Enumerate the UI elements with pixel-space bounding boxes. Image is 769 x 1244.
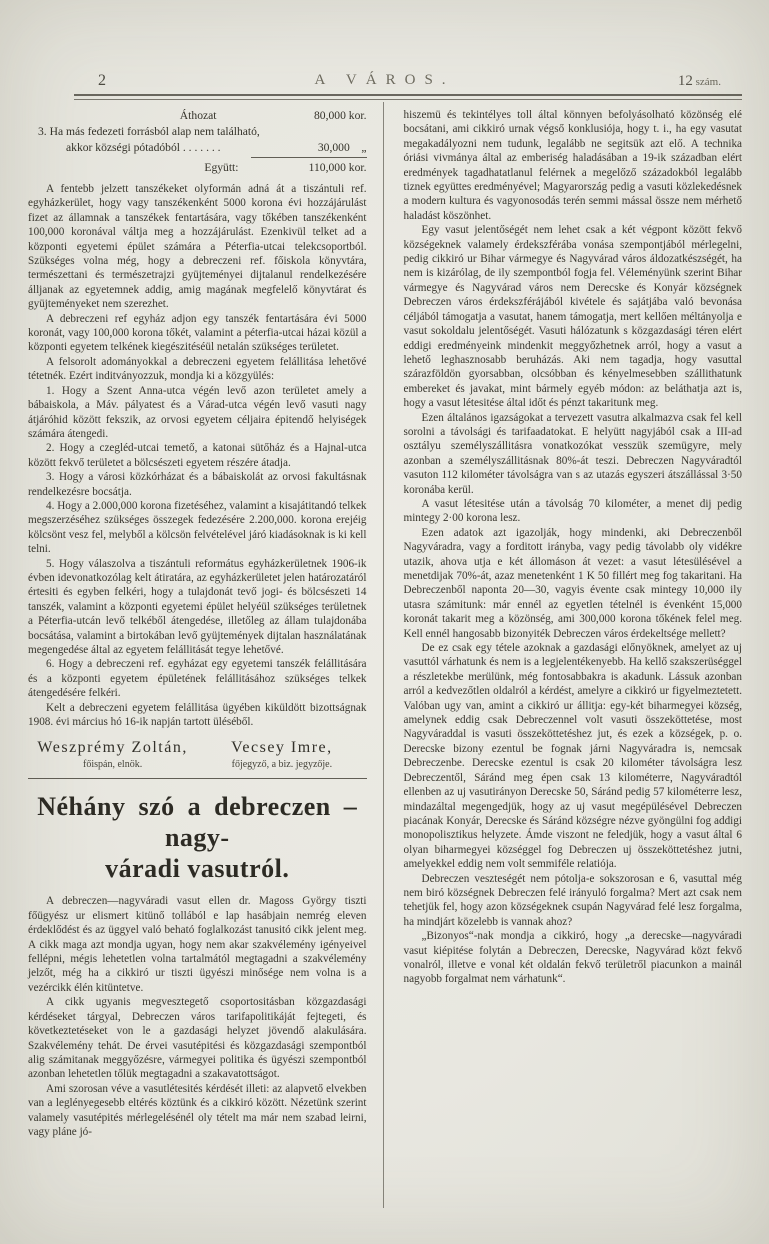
issue-number bbox=[678, 73, 721, 90]
article-title-line1: Néhány szó a debreczen – nagy- bbox=[37, 792, 358, 853]
signature-name: Vecsey Imre, bbox=[231, 739, 333, 757]
page-columns bbox=[0, 100, 769, 1139]
article-paragraph: De ez csak egy tétele azoknak a gazdasági előnyöknek, amelyet az uj vasuttól várhatunk és nem is a legjelentékenyebb. Ha kellő szakszerüséggel a részletekbe merülünk, még fontosabbakra is akadunk. Lássuk azonban arról a kedvezőtlen oldalról a kérdést, amelyre a cikkiró ur figyelmeztetett. Valóban ugy van, amint a cikkiró ur állitja: egy-két biharmegyei község, amelynek eddig csak Debreczennel volt vasuti összeköttetése, most Nagyváraddal is vasuti összeköttetéshez jut, és ezek a községek, p. o. Derecske bizony ezentul be fognak járni Nagyváradra is, nemcsak Debreczenbe. Derecske ezentul is csak 20 kilométer távolságra lesz Debreczentől, Sáránd meg épen csak 13 kilométerre, Nagyváradtól ellenben az uj vasutirányon Derecske 50, Sáránd pedig 57 kilométerre lesz, mindazáltal megengedjük, hogy az uj vasut megépülésével Debreczen piacának Konyár, Derecske és Sáránd községre nézve gyöngülni fog addigi monopolisztikus helyzete. Ámde viszont ne feledjük, hogy a vasut által 6 olyan biharmegyei községgel fog Debreczen uj összeköttetéshez jutni, amelyekkel eddig nem volt semmiféle relatiója. bbox=[403, 642, 742, 871]
signature-title: főispán, elnök. bbox=[83, 759, 143, 771]
article-paragraph: Ezen általános igazságokat a tervezett vasutra alkalmazva csak fel kell sorolni a távolsági és tarifaadatokat. E helyütt nagyjából csak a III-ad osztályu személyszállitásra vonatkozókat vesszük szemügyre, mely azonban a személyszállitásnak 80%-át teszi. Debreczen Nagyváradtól vasuton 112 kilométer távolságra van s az utazás egyszeri átszállással 3·50 koronába kerül. bbox=[403, 411, 742, 496]
article-paragraph: hiszemü és tekintélyes toll által könnyen befolyásolható közönség elé bocsátani, ami cikkiró urnak végső konklusiója, hogy t. i., ha egy vasutat megakadályozni nem tudunk, legalább ne segitsük azt elő. A technika óriási vivmánya által az emberiség haladásában a 19-ik században elért eredmények tagadhatatlanul felérnek a megelőző századokból legalább tiznek együttes eredményével; Magyarország pedig a vasuti közlekedésnek a modern kultura és vagyonosodás terén semmi mással össze nem mérhető haladást köszönhet. bbox=[403, 109, 742, 222]
article-paragraph: Egy vasut jelentőségét nem lehet csak a két végpont között fekvő községeknek valamely érdekszférába vonása szempontjából mérlegelni, pedig cikkiró ur Bihar vármegye és Nagyvárad város áldozatkészségét, ha nem is kizárólag, de ily szempontból fogja fel. Véleményünk szerint Bihar vármegye és Nagyvárad város nem Derecske és Konyár községnek Debreczen város érdekszférájából kivétele és sajátjába való bevonása céljából támogatja a vasutat, hanem támogatja, mert kellően méltányolja e vasut sokoldalu jelentőségét. Vasuti hálózatunk s közgazdasági téren elért eddigi eredményeink mindenkit meggyőzhetnek arról, hogy a vasut a lehető leghasznosabb beruházás. Aki nem tagadja, hogy vasuttal szárazföldön gyorsabban, olcsóbban és kényelmesebben szállithatunk embereket és javakat, mint bármely egyéb módon: az beláthatja azt is, hogy a vasut létesitése által időt és pénzt takaritunk meg. bbox=[403, 224, 742, 410]
page-number: 2 bbox=[98, 72, 106, 89]
budget-carryover-row bbox=[28, 108, 367, 124]
article-paragraph: Ami szorosan véve a vasutlétesités kérdését illeti: az alapvető elvekben van a leglényegesebb eltérés köztünk és a cikkiró között. Nézetünk szerint valamely vasutépités mérlegelésénél oly tételt ma már nem szabad leirni, vagy pláne jó- bbox=[28, 1082, 367, 1138]
article-title bbox=[28, 791, 367, 884]
issue-number-label: szám. bbox=[695, 76, 721, 88]
signature-right bbox=[197, 739, 366, 770]
budget-total-row bbox=[28, 158, 367, 176]
carryover-amount: 80,000 kor. bbox=[314, 109, 367, 122]
article-paragraph: „Bizonyos“-nak mondja a cikkiró, hogy „a derecske—nagyváradi vasut kiépitése folytán a Debreczen, Derecske, Nagyvárad közt fekvő vonalról, illetve e vonal két oldalán fekvő területről piacunkon a mainál nagyobb forgalmat nem várhatunk“. bbox=[403, 930, 742, 986]
signature-title: főjegyző, a biz. jegyzője. bbox=[231, 759, 333, 771]
issue-number-value: 12 bbox=[677, 73, 693, 89]
report-paragraph: 4. Hogy a 2.000,000 korona fizetéséhez, valamint a kisajátitandó telkek megszerzéséhez szükséges összegek fedezésére 2.200,000. korona erejéig kölcsönt vesz fel, melyből a kölcsön felvételével járó kiadásoknak is ki kell telni. bbox=[28, 499, 367, 556]
page-header bbox=[0, 0, 769, 92]
report-paragraph: A debreczeni ref egyház adjon egy tanszék fentartására évi 5000 koronát, vagy 100,000 korona tőkét, valamint a péterfia-utcai házai közül a központi egyetem telkének kiegészitéséül netalán szükséges területet. bbox=[28, 312, 367, 354]
carryover-label: Áthozat bbox=[179, 109, 217, 122]
section-rule bbox=[28, 778, 367, 779]
budget-item3-label: akkor községi pótadóból . . . . . . . bbox=[66, 141, 221, 154]
article-paragraph: Debreczen veszteségét nem pótolja-e sokszorosan e 6, vasuttal még nem biró községnek Debreczen felé irányuló forgalma? Mert azt csak nem tehetjük fel, hogy azon községeknek csupán Nagyvárad felé lesz forgalma, ha mindjárt közelebb is vannak ahoz? bbox=[403, 872, 742, 928]
article-paragraph: Ezen adatok azt igazolják, hogy mindenki, aki Debreczenből Nagyváradra, vagy a forditott irányba, vagy pedig távolabb oly vidékre utazik, ahova utja e két állomáson át vezet: a vasut létesülésével a menetdijak 70%-át, azaz menetenként 1 K 50 fillért meg fog takaritani. Ha Debreczenből naponta 20—30, vagyis évente csak mintegy 10,000 ily utasra számitunk: már ennél az egyetlen tételnél is évenként 15,000 koronát takarit meg a közönség, ami 300,000 korona tőkének felel meg. Kell ennél hangosabb bizonyiték Debreczen város érdekeltsége mellett? bbox=[403, 526, 742, 640]
budget-item3-amount: 30,000 „ bbox=[251, 140, 367, 158]
masthead: A VÁROS. bbox=[314, 72, 455, 88]
article-paragraph: A cikk ugyanis megvesztegető csoportositásban közgazdasági kérdéseket tárgyal, Debreczen város tarifapolitikáját fejtegeti, és következtetéseket von le a gazdasági helyzet jövendő alakulására. Szakvélemény tehát. De érvei vasutépitési és közgazdasági szempontból alig számitanak meggyőzésre, vármegyei politika és ügyészi szempontból azonban lehetetlen tőlük megtagadni a szakavatottságot. bbox=[28, 996, 367, 1081]
signature-block bbox=[28, 739, 367, 770]
report-paragraph: Kelt a debreczeni egyetem felállitása ügyében kiküldött bizottságnak 1908. évi március hó 16-ik napján tartott üléséből. bbox=[28, 701, 367, 729]
report-paragraph: 6. Hogy a debreczeni ref. egyházat egy egyetemi tanszék felállitására és a központi egyetem épületének felállitásához szükséges telkek átengedésére felkéri. bbox=[28, 658, 367, 700]
left-column bbox=[28, 108, 367, 1139]
report-paragraph: 3. Hogy a városi közkórházat és a bábaiskolát az orvosi fakultásnak rendelkezésre bocsátja. bbox=[28, 471, 367, 498]
budget-total-amount: 110,000 kor. bbox=[308, 161, 367, 174]
report-paragraph: 2. Hogy a czegléd-utcai temető, a katonai sütőház és a Hajnal-utca között fekvő területet a bölcsészeti egyetem részére átadja. bbox=[28, 442, 367, 469]
budget-summary bbox=[28, 108, 367, 176]
article-title-line2: váradi vasutról. bbox=[105, 854, 290, 884]
article-paragraph: A vasut létesitése után a távolság 70 kilométer, a menet dij pedig mintegy 2·00 korona lesz. bbox=[403, 497, 742, 525]
report-paragraph: 1. Hogy a Szent Anna-utca végén levő azon területet amely a bábaiskola, a Máv. pályatest és a Várad-utca végén levő vasuti nagy átjáróhid között fekszik, az orvosi egyetem céljaira épitendő helyiségek számára átengedi. bbox=[28, 384, 367, 440]
budget-total-label: Együtt: bbox=[204, 161, 239, 174]
budget-item3-row bbox=[28, 140, 367, 158]
signature-name: Weszprémy Zoltán, bbox=[37, 739, 188, 757]
report-paragraph: 5. Hogy válaszolva a tiszántuli református egyházkerületnek 1906-ik évben idevonatkozólag kelt átiratára, az egyházkerületet jelen határozatáról értesiti és egyben felkéri, hogy a tulajdonát tevő jogi- és bölcsészeti 14 tanszék, valamint a központi egyetemi épület helyéül szükséges területnek a Péterfia-utcán levő telkéből átengedése, illetőleg az állam tulajdonába bocsátása, valamint a birtokában levő gyüjtemények dijtalan használatának megengedése által az egyetem felállitását tegye lehetővé. bbox=[28, 557, 367, 656]
report-paragraph: A fentebb jelzett tanszékeket olyformán adná át a tiszántuli ref. egyházkerület, hogy vagy tanszékenként 5000 korona évi hozzájárulást fizet az államnak a tanszékek fentartására, vagy tőkében tanszékenként 100,000 koronával váltja meg a hozzájárulást. Ezenkivül telket ad a központi egyetemi épület számára a Péterfia-utcai telekcsoportból. Szükséges volna még, hogy a debreczeni ref. főiskola könyvtára, természettani és természetrajzi gyüjteményei dijtalanul rendelkezésére álljanak az egyetemnek addig, amig magának megfelelő könyvtárat és gyüjteményeket nem szerezhet. bbox=[28, 183, 367, 311]
right-column bbox=[404, 108, 743, 1139]
article-paragraph: A debreczen—nagyváradi vasut ellen dr. Magoss György tiszti főügyész ur elismert kitünő tollából e lap hasábjain nemrég eleven érdeklődést és az üggyel való beható foglalkozást tanusitó cikk jelent meg. A cikk maga azt mondja ugyan, hogy nem akar szakvélemény igényeivel fellépni, mégis lehetetlen volna tartalmától megtagadni a szakvélemény jelzőt, még ha a cikkiró ur tiszti ügyészi minősége nem volna is a vezércikk élén kitüntetve. bbox=[28, 895, 367, 994]
budget-item3-line1: 3. Ha más fedezeti forrásból alap nem található, bbox=[38, 125, 260, 138]
signature-left bbox=[28, 739, 197, 770]
column-divider bbox=[383, 102, 384, 1208]
report-paragraph: A felsorolt adományokkal a debreczeni egyetem felállitása lehetővé tétetnék. Ezért inditványozzuk, mondja ki a közgyülés: bbox=[28, 355, 367, 383]
